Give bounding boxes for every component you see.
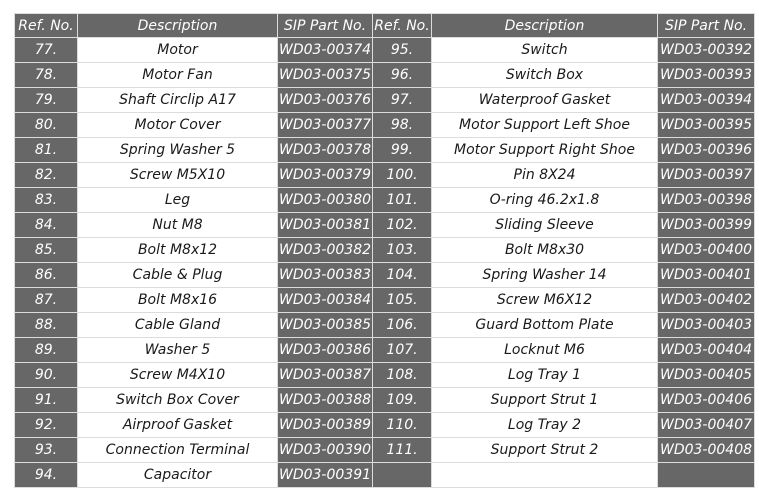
- sip-part-number-left: WD03-00389: [278, 413, 373, 438]
- part-description-right: Pin 8X24: [432, 163, 658, 188]
- sip-part-number-left: WD03-00375: [278, 63, 373, 88]
- part-description-right: Guard Bottom Plate: [432, 313, 658, 338]
- sip-part-number-right: WD03-00395: [658, 113, 755, 138]
- table-row: [15, 463, 755, 488]
- part-description-right: Waterproof Gasket: [432, 88, 658, 113]
- part-description-left: Washer 5: [78, 338, 278, 363]
- part-description-right: Spring Washer 14: [432, 263, 658, 288]
- ref-number-left: 83.: [15, 188, 78, 213]
- ref-number-right: 103.: [373, 238, 432, 263]
- sip-part-number-left: WD03-00377: [278, 113, 373, 138]
- table-row: [15, 438, 755, 463]
- table-row: [15, 63, 755, 88]
- ref-number-right: 102.: [373, 213, 432, 238]
- table-row: [15, 213, 755, 238]
- ref-number-left: 80.: [15, 113, 78, 138]
- sip-part-number-left: WD03-00379: [278, 163, 373, 188]
- part-description-left: Airproof Gasket: [78, 413, 278, 438]
- parts-table-body: [15, 38, 755, 488]
- header-ref-right: Ref. No.: [373, 14, 432, 38]
- sip-part-number-right: WD03-00404: [658, 338, 755, 363]
- ref-number-right: 97.: [373, 88, 432, 113]
- sip-part-number-left: WD03-00391: [278, 463, 373, 488]
- part-description-right: Motor Support Left Shoe: [432, 113, 658, 138]
- sip-part-number-right: WD03-00400: [658, 238, 755, 263]
- table-row: [15, 388, 755, 413]
- part-description-left: Motor: [78, 38, 278, 63]
- ref-number-left: 86.: [15, 263, 78, 288]
- part-description-right: Motor Support Right Shoe: [432, 138, 658, 163]
- ref-number-right: 109.: [373, 388, 432, 413]
- part-description-left: Cable & Plug: [78, 263, 278, 288]
- ref-number-left: 89.: [15, 338, 78, 363]
- ref-number-left: 82.: [15, 163, 78, 188]
- sip-part-number-right: WD03-00402: [658, 288, 755, 313]
- sip-part-number-right: WD03-00393: [658, 63, 755, 88]
- sip-part-number-right: WD03-00401: [658, 263, 755, 288]
- sip-part-number-left: WD03-00390: [278, 438, 373, 463]
- part-description-left: Switch Box Cover: [78, 388, 278, 413]
- part-description-left: Bolt M8x16: [78, 288, 278, 313]
- ref-number-right: 101.: [373, 188, 432, 213]
- ref-number-left: 92.: [15, 413, 78, 438]
- ref-number-right: 96.: [373, 63, 432, 88]
- ref-number-left: 84.: [15, 213, 78, 238]
- header-row: [15, 14, 755, 38]
- part-description-right: Support Strut 1: [432, 388, 658, 413]
- part-description-right: O-ring 46.2x1.8: [432, 188, 658, 213]
- empty-cell-right: [432, 463, 658, 488]
- ref-number-right: 111.: [373, 438, 432, 463]
- ref-number-left: 90.: [15, 363, 78, 388]
- parts-table: [14, 13, 755, 488]
- part-description-right: Support Strut 2: [432, 438, 658, 463]
- table-row: [15, 138, 755, 163]
- part-description-right: Sliding Sleeve: [432, 213, 658, 238]
- sip-part-number-left: WD03-00381: [278, 213, 373, 238]
- sip-part-number-left: WD03-00385: [278, 313, 373, 338]
- sip-part-number-left: WD03-00384: [278, 288, 373, 313]
- ref-number-right: 107.: [373, 338, 432, 363]
- sip-part-number-left: WD03-00376: [278, 88, 373, 113]
- part-description-right: Locknut M6: [432, 338, 658, 363]
- ref-number-right: 104.: [373, 263, 432, 288]
- part-description-left: Screw M5X10: [78, 163, 278, 188]
- sip-part-number-right: WD03-00407: [658, 413, 755, 438]
- ref-number-right: 106.: [373, 313, 432, 338]
- part-description-left: Bolt M8x12: [78, 238, 278, 263]
- part-description-left: Motor Fan: [78, 63, 278, 88]
- part-description-right: Log Tray 1: [432, 363, 658, 388]
- header-sip-right: SIP Part No.: [658, 14, 755, 38]
- ref-number-right: 98.: [373, 113, 432, 138]
- part-description-left: Cable Gland: [78, 313, 278, 338]
- ref-number-right: 108.: [373, 363, 432, 388]
- ref-number-right: 99.: [373, 138, 432, 163]
- sip-part-number-right: WD03-00408: [658, 438, 755, 463]
- sip-part-number-right: WD03-00392: [658, 38, 755, 63]
- table-row: [15, 38, 755, 63]
- ref-number-left: 94.: [15, 463, 78, 488]
- table-row: [15, 413, 755, 438]
- sip-part-number-right: WD03-00398: [658, 188, 755, 213]
- part-description-left: Shaft Circlip A17: [78, 88, 278, 113]
- sip-part-number-right: WD03-00403: [658, 313, 755, 338]
- part-description-left: Connection Terminal: [78, 438, 278, 463]
- header-description-right: Description: [432, 14, 658, 38]
- table-row: [15, 88, 755, 113]
- ref-number-right: 95.: [373, 38, 432, 63]
- ref-number-right: 100.: [373, 163, 432, 188]
- sip-part-number-right: WD03-00397: [658, 163, 755, 188]
- part-description-right: Bolt M8x30: [432, 238, 658, 263]
- header-ref-left: Ref. No.: [15, 14, 78, 38]
- ref-number-left: 88.: [15, 313, 78, 338]
- ref-number-left: 93.: [15, 438, 78, 463]
- sip-part-number-left: WD03-00374: [278, 38, 373, 63]
- empty-cell-right: [373, 463, 432, 488]
- table-row: [15, 238, 755, 263]
- parts-list-sheet: [14, 13, 754, 483]
- part-description-left: Leg: [78, 188, 278, 213]
- ref-number-left: 81.: [15, 138, 78, 163]
- sip-part-number-right: WD03-00406: [658, 388, 755, 413]
- table-row: [15, 338, 755, 363]
- table-row: [15, 313, 755, 338]
- header-description-left: Description: [78, 14, 278, 38]
- ref-number-left: 78.: [15, 63, 78, 88]
- part-description-right: Switch: [432, 38, 658, 63]
- part-description-right: Log Tray 2: [432, 413, 658, 438]
- ref-number-left: 87.: [15, 288, 78, 313]
- sip-part-number-left: WD03-00383: [278, 263, 373, 288]
- empty-cell-right: [658, 463, 755, 488]
- sip-part-number-right: WD03-00399: [658, 213, 755, 238]
- sip-part-number-right: WD03-00396: [658, 138, 755, 163]
- sip-part-number-left: WD03-00387: [278, 363, 373, 388]
- part-description-left: Spring Washer 5: [78, 138, 278, 163]
- part-description-left: Nut M8: [78, 213, 278, 238]
- part-description-left: Screw M4X10: [78, 363, 278, 388]
- table-row: [15, 188, 755, 213]
- sip-part-number-left: WD03-00386: [278, 338, 373, 363]
- ref-number-right: 110.: [373, 413, 432, 438]
- ref-number-right: 105.: [373, 288, 432, 313]
- table-row: [15, 263, 755, 288]
- sip-part-number-right: WD03-00394: [658, 88, 755, 113]
- ref-number-left: 91.: [15, 388, 78, 413]
- ref-number-left: 85.: [15, 238, 78, 263]
- ref-number-left: 77.: [15, 38, 78, 63]
- ref-number-left: 79.: [15, 88, 78, 113]
- part-description-left: Capacitor: [78, 463, 278, 488]
- sip-part-number-left: WD03-00382: [278, 238, 373, 263]
- sip-part-number-left: WD03-00378: [278, 138, 373, 163]
- table-row: [15, 163, 755, 188]
- part-description-left: Motor Cover: [78, 113, 278, 138]
- table-row: [15, 288, 755, 313]
- sip-part-number-left: WD03-00380: [278, 188, 373, 213]
- part-description-right: Screw M6X12: [432, 288, 658, 313]
- table-row: [15, 363, 755, 388]
- part-description-right: Switch Box: [432, 63, 658, 88]
- table-row: [15, 113, 755, 138]
- sip-part-number-right: WD03-00405: [658, 363, 755, 388]
- header-sip-left: SIP Part No.: [278, 14, 373, 38]
- sip-part-number-left: WD03-00388: [278, 388, 373, 413]
